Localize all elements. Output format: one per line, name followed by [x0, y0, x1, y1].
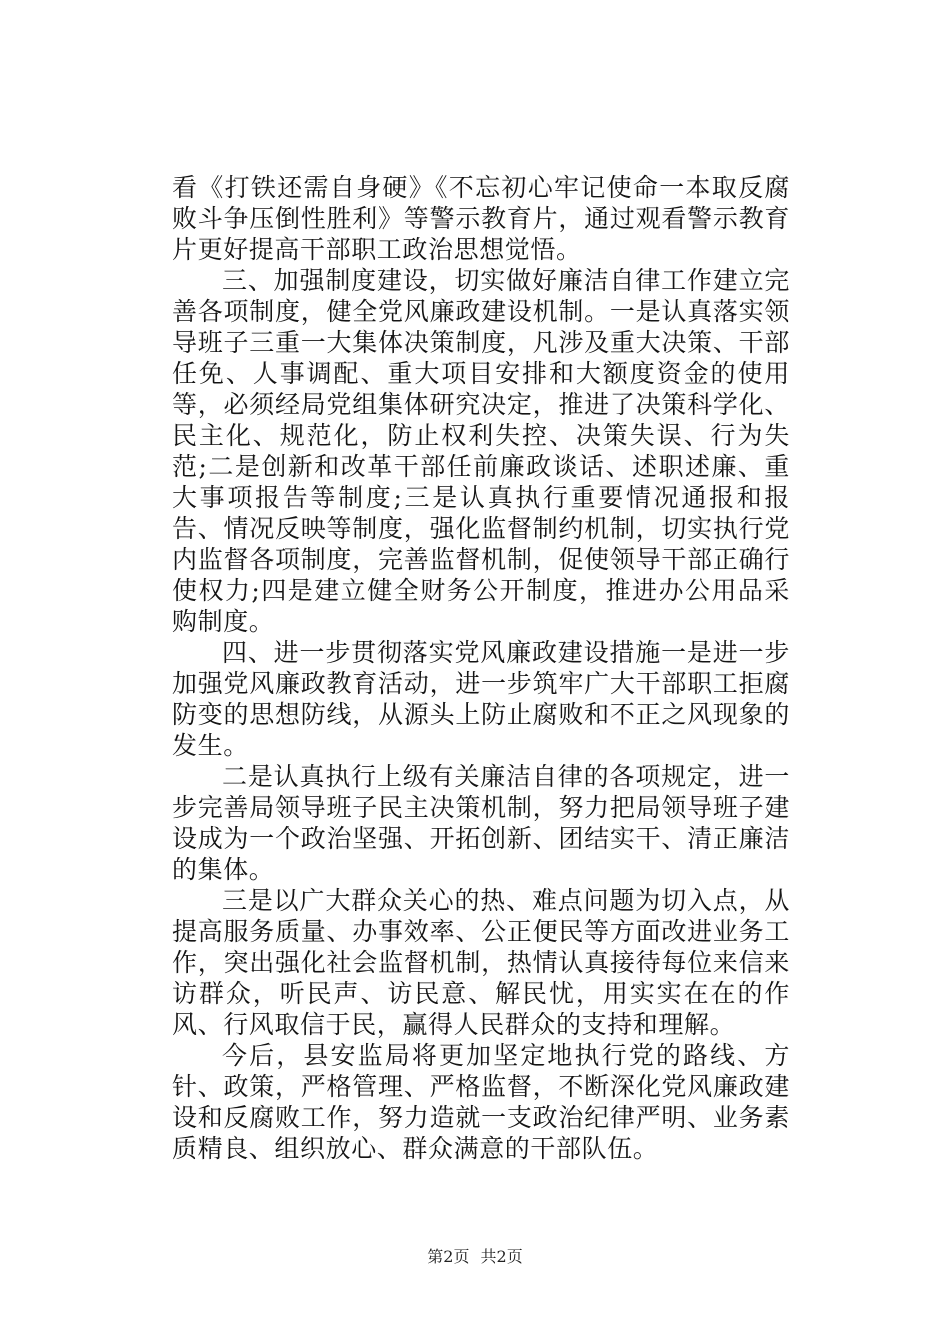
paragraph-conclusion: 今后，县安监局将更加坚定地执行党的路线、方针、政策，严格管理、严格监督，不断深化党风廉政建设和反腐败工作，努力造就一支政治纪律严明、业务素质精良、组织放心、群众满意的干部队伍。: [172, 1041, 790, 1163]
page-number: 第2页: [427, 1247, 470, 1266]
paragraph-item-two: 二是认真执行上级有关廉洁自律的各项规定，进一步完善局领导班子民主决策机制，努力把局领导班子建设成为一个政治坚强、开拓创新、团结实干、清正廉洁的集体。: [172, 762, 790, 884]
document-body: [172, 172, 790, 1164]
paragraph-continued: 看《打铁还需自身硬》《不忘初心牢记使命一本取反腐败斗争压倒性胜利》等警示教育片，通过观看警示教育片更好提高干部职工政治思想觉悟。: [172, 173, 790, 264]
paragraph-section-three: 三、加强制度建设，切实做好廉洁自律工作建立完善各项制度，健全党风廉政建设机制。一是认真落实领导班子三重一大集体决策制度，凡涉及重大决策、干部任免、人事调配、重大项目安排和大额度资金的使用等，必须经局党组集体研究决定，推进了决策科学化、民主化、规范化，防止权利失控、决策失误、行为失范;二是创新和改革干部任前廉政谈话、述职述廉、重大事项报告等制度;三是认真执行重要情况通报和报告、情况反映等制度，强化监督制约机制，切实执行党内监督各项制度，完善监督机制，促使领导干部正确行使权力;四是建立健全财务公开制度，推进办公用品采购制度。: [172, 266, 790, 636]
page-total: 共2页: [480, 1247, 523, 1266]
paragraph-section-four: 四、进一步贯彻落实党风廉政建设措施一是进一步加强党风廉政教育活动，进一步筑牢广大干部职工拒腐防变的思想防线，从源头上防止腐败和不正之风现象的发生。: [172, 638, 790, 760]
page-footer: [0, 1244, 950, 1267]
paragraph-item-three: 三是以广大群众关心的热、难点问题为切入点，从提高服务质量、办事效率、公正便民等方面改进业务工作，突出强化社会监督机制，热情认真接待每位来信来访群众，听民声、访民意、解民忧，用实实在在的作风、行风取信于民，赢得人民群众的支持和理解。: [172, 886, 790, 1039]
